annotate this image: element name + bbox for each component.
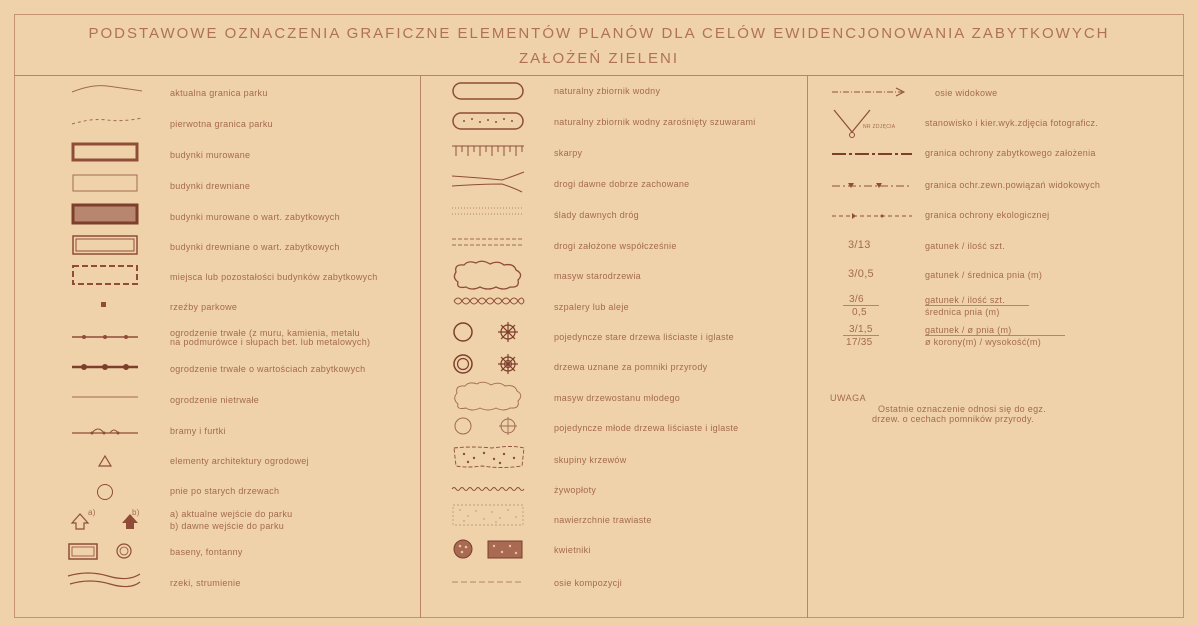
lawn-icon: [452, 504, 524, 526]
composition-axis-icon: [452, 578, 524, 586]
current-park-border-icon: [72, 82, 142, 96]
species-code: 3/13: [848, 239, 871, 251]
flowerbed-icon: [452, 538, 526, 560]
gate-icon: [72, 424, 138, 438]
legend-label: gatunek / ilość szt.: [925, 241, 1006, 251]
old-tree-stump-icon: [96, 483, 114, 501]
legend-label: aktualna granica parku: [170, 88, 268, 98]
legend-label: pojedyncze młode drzewa liściaste i iglaste: [554, 423, 739, 433]
label-fraction-bar: [925, 305, 1029, 306]
park-sculpture-icon: [100, 301, 108, 309]
legend-label: budynki drewniane o wart. zabytkowych: [170, 242, 340, 252]
species-code-denominator: 0,5: [852, 307, 867, 318]
shrub-group-icon: [452, 444, 526, 470]
fraction-bar: [843, 335, 879, 336]
legend-label: pojedyncze stare drzewa liściaste i iglaste: [554, 332, 734, 342]
legend-label: ogrodzenie trwałe o wartościach zabytkowych: [170, 364, 366, 374]
natural-monument-tree-icon: [452, 353, 524, 375]
brick-building-icon: [72, 143, 138, 161]
legend-label: kwietniki: [554, 545, 591, 555]
note-text-line2: drzew. o cechach pomników przyrody.: [872, 414, 1034, 424]
legend-label: gatunek / ilość szt.: [925, 295, 1006, 305]
legend-title: PODSTAWOWE OZNACZENIA GRAFICZNE ELEMENTÓW PLANÓW DLA CELÓW EWIDENCJONOWANIA ZABYTKOWYCH: [88, 25, 1110, 42]
legend-label: masyw starodrzewia: [554, 271, 641, 281]
original-park-border-icon: [72, 114, 142, 128]
column-divider-1: [420, 75, 421, 618]
legend-label: osie kompozycji: [554, 578, 623, 588]
photo-number-label: NR ZDJĘCIA: [863, 124, 896, 130]
temporary-fence-icon: [72, 393, 138, 401]
legend-label: budynki drewniane: [170, 181, 251, 191]
legend-label: gatunek / ø pnia (m): [925, 325, 1012, 335]
legend-label: żywopłoty: [554, 485, 597, 495]
legend-label: a) aktualne wejście do parku: [170, 509, 293, 519]
modern-road-icon: [452, 236, 524, 248]
note-text: Ostatnie oznaczenie odnosi się do egz.: [878, 404, 1046, 414]
heritage-protection-border-icon: [832, 150, 912, 158]
historic-fence-icon: [72, 362, 138, 372]
legend-label: naturalny zbiornik wodny zarośnięty szuwarami: [554, 117, 756, 127]
single-young-tree-icon: [452, 415, 524, 437]
historic-wooden-building-icon: [72, 235, 138, 255]
legend-label: drzewa uznane za pomniki przyrody: [554, 362, 708, 372]
legend-label: granica ochrony zabytkowego założenia: [925, 148, 1096, 158]
column-divider-2: [807, 75, 808, 618]
legend-label: stanowisko i kier.wyk.zdjęcia fotograficz.: [925, 118, 1099, 128]
garden-architecture-icon: [98, 454, 112, 468]
young-tree-stand-icon: [450, 380, 526, 412]
slope-icon: [452, 142, 524, 160]
legend-label: szpalery lub aleje: [554, 302, 629, 312]
hedge-icon: [452, 485, 524, 493]
tree-row-icon: [452, 294, 524, 308]
view-axis-icon: [832, 86, 908, 98]
entrance-mark-a: a): [88, 508, 96, 517]
historic-brick-building-icon: [72, 204, 138, 224]
legend-title-line2: ZAŁOŻEŃ ZIELENI: [518, 50, 680, 67]
legend-label: miejsca lub pozostałości budynków zabytkowych: [170, 272, 378, 282]
legend-label: ogrodzenie nietrwałe: [170, 395, 260, 405]
legend-label: rzeki, strumienie: [170, 578, 241, 588]
legend-label: drogi dawne dobrze zachowane: [554, 179, 690, 189]
legend-label: drogi założone współcześnie: [554, 241, 677, 251]
old-tree-stand-icon: [450, 260, 526, 290]
entrance-mark-b: b): [132, 508, 140, 517]
species-code: 3/1,5: [849, 324, 873, 335]
legend-label: budynki murowane o wart. zabytkowych: [170, 212, 340, 222]
legend-label: granica ochr.zewn.powiązań widokowych: [925, 180, 1101, 190]
legend-label: budynki murowane: [170, 150, 251, 160]
natural-water-body-icon: [452, 81, 524, 101]
overgrown-water-body-icon: [452, 111, 524, 131]
legend-label-line2: średnica pnia (m): [925, 307, 1000, 317]
legend-label: skarpy: [554, 148, 583, 158]
species-code: 3/6: [849, 294, 864, 305]
legend-label: ogrodzenie trwałe (z muru, kamienia, metalu: [170, 328, 360, 338]
old-road-icon: [452, 170, 524, 194]
note-heading: UWAGA: [830, 393, 867, 403]
legend-label: gatunek / średnica pnia (m): [925, 270, 1043, 280]
fraction-bar: [843, 305, 879, 306]
legend-label-line2: ø korony(m) / wysokość(m): [925, 337, 1042, 347]
single-old-tree-icon: [452, 321, 524, 343]
legend-label: masyw drzewostanu młodego: [554, 393, 681, 403]
legend-label: skupiny krzewów: [554, 455, 627, 465]
legend-label: ślady dawnych dróg: [554, 210, 639, 220]
legend-label: bramy i furtki: [170, 426, 226, 436]
legend-label: pnie po starych drzewach: [170, 486, 280, 496]
legend-label: elementy architektury ogrodowej: [170, 456, 309, 466]
view-connection-border-icon: [832, 180, 912, 192]
legend-label: osie widokowe: [935, 88, 998, 98]
legend-label: naturalny zbiornik wodny: [554, 86, 661, 96]
permanent-fence-icon: [72, 332, 138, 342]
pool-fountain-icon: [68, 541, 140, 561]
title-divider: [14, 75, 1184, 76]
wooden-building-icon: [72, 174, 138, 192]
ecological-protection-border-icon: [832, 210, 912, 222]
legend-label: rzeźby parkowe: [170, 302, 238, 312]
river-icon: [68, 568, 140, 590]
species-code: 3/0,5: [848, 268, 874, 280]
species-code-denominator: 17/35: [846, 337, 873, 348]
legend-label: granica ochrony ekologicznej: [925, 210, 1050, 220]
old-road-trace-icon: [452, 205, 524, 217]
legend-label-line2: na podmurówce i słupach bet. lub metalowych): [170, 337, 371, 347]
legend-label: nawierzchnie trawiaste: [554, 515, 652, 525]
legend-label: baseny, fontanny: [170, 547, 243, 557]
label-fraction-bar: [925, 335, 1065, 336]
legend-label: pierwotna granica parku: [170, 119, 273, 129]
historic-building-remains-icon: [72, 265, 138, 285]
legend-label-line2: b) dawne wejście do parku: [170, 521, 285, 531]
